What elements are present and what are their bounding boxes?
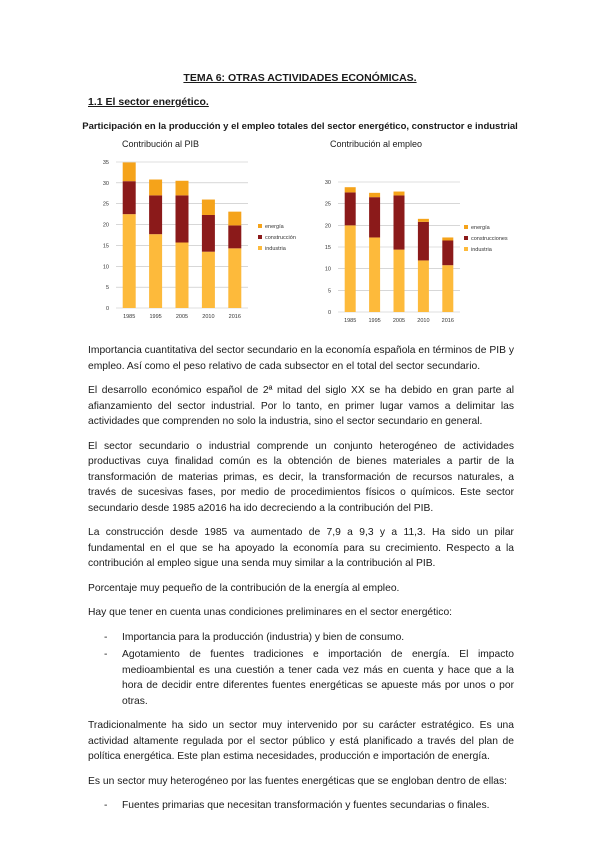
bullet-list [88,630,514,710]
legend-label: industria [265,246,286,252]
y-tick-label: 5 [105,285,109,292]
document-title: TEMA 6: OTRAS ACTIVIDADES ECONÓMICAS. [183,72,417,84]
list-item [88,647,514,709]
chart-contribucion-pib [90,150,305,325]
y-tick-label: 0 [105,306,109,312]
y-tick-label: 5 [327,288,331,295]
legend-swatch [258,246,262,250]
bar-segment-energía [176,181,189,196]
bar-segment-energía [202,200,215,215]
bar-segment-industria [369,237,380,312]
legend-swatch [464,247,468,251]
paragraph: El desarrollo económico español de 2ª mitad del siglo XX se ha debido en gran parte al afianzamiento del sector industrial. Por lo tanto, en primer lugar vamos a delimitar las actividades que comprenden no solo la industria, sino el sector secundario en general. [88,385,514,427]
paragraph: Es un sector muy heterogéneo por las fuentes energéticas que se engloban dentro de ellas: [88,775,508,787]
bar-segment-energía [369,193,380,197]
y-tick-label: 0 [327,310,331,316]
legend-label: energía [471,225,490,231]
body-text [88,343,514,823]
chart-empleo-title: Contribución al empleo [330,139,423,149]
y-tick-label: 10 [102,264,109,271]
section-heading: 1.1 El sector energético. [88,96,209,108]
bar-segment-energía [418,219,429,222]
x-tick-label: 2005 [175,314,189,320]
paragraph: La construcción desde 1985 va aumentado de 7,9 a 9,3 y a 11,3. Ha sido un pilar fundamental en el que se ha apoyado la economía para su crecimiento. Respecto a la contribución al empleo sigue una senda muy similar a la contribución al PIB. [88,527,514,569]
y-tick-label: 15 [102,243,109,250]
legend-swatch [258,235,262,239]
bar-segment-construcción [123,181,136,214]
bar-segment-industria [228,248,241,308]
paragraph: Porcentaje muy pequeño de la contribución de la energía al empleo. [88,582,400,594]
bullet-list [88,798,514,814]
bullet-marker: - [104,800,108,811]
bar-segment-energía [394,192,405,196]
x-tick-label: 2010 [417,318,430,324]
bar-segment-construcciones [345,192,356,225]
legend-label: industria [471,247,492,253]
bar-segment-industria [418,260,429,312]
list-item-text: Importancia para la producción (industria) y bien de consumo. [122,631,405,643]
list-item-text: Fuentes primarias que necesitan transformación y fuentes secundarias o finales. [122,800,490,811]
paragraph: El sector secundario o industrial comprende un conjunto heterogéneo de actividades productivas cuya finalidad común es la obtención de bienes materiales a partir de la transformación de materias primas, es decir, la transformación de recursos naturales, a través de sucesivas fases, por medio de procedimientos físicos o químicos. Este sector secundario desde 1985 a2016 ha ido decreciendo a la contribución del PIB. [88,440,514,514]
bullet-marker: - [104,631,108,643]
bar-segment-energía [123,162,136,181]
x-tick-label: 2016 [441,318,454,324]
x-tick-label: 2016 [228,314,241,320]
bar-segment-construcción [202,215,215,252]
bar-segment-construcción [149,195,162,234]
bar-segment-energía [149,180,162,196]
bar-segment-construcciones [418,222,429,261]
bar-segment-industria [394,250,405,312]
list-item [88,630,514,646]
paragraph: Hay que tener en cuenta unas condiciones preliminares en el sector energético: [88,607,453,618]
x-tick-label: 2005 [392,318,406,324]
chart-contribucion-empleo [312,172,517,330]
bar-segment-construcciones [394,195,405,249]
y-tick-label: 35 [102,160,109,166]
paragraph: Tradicionalmente ha sido un sector muy intervenido por su carácter estratégico. Es una actividad altamente regulada por el sector público y está planificado a través del plan de política energética. Este plan estima necesidades, producción e importación de energía. [88,720,514,762]
bullet-marker: - [104,649,108,660]
chart-pib-title: Contribución al PIB [122,139,200,149]
x-tick-label: 2010 [202,314,215,320]
bar-segment-construcciones [369,197,380,237]
bar-segment-energía [442,237,453,240]
bar-segment-construcción [176,195,189,242]
legend-label: construcción [265,235,296,241]
legend-swatch [464,236,468,240]
legend-swatch [464,225,468,229]
y-tick-label: 10 [324,266,331,273]
bar-segment-industria [176,243,189,308]
y-tick-label: 30 [102,180,109,187]
bar-segment-industria [149,234,162,308]
bar-segment-energía [228,212,241,226]
x-tick-label: 1995 [149,314,162,320]
y-tick-label: 15 [324,245,331,251]
legend-swatch [258,224,262,228]
bar-segment-industria [202,252,215,308]
figure-title: Participación en la producción y el empleo totales del sector energético, constructor e industrial [82,121,518,132]
bar-segment-construcción [228,225,241,248]
bar-segment-energía [345,187,356,192]
bar-segment-industria [123,214,136,308]
bar-segment-industria [442,265,453,312]
y-tick-label: 25 [102,201,109,208]
bar-segment-construcciones [442,241,453,266]
y-tick-label: 20 [102,222,109,229]
legend-label: energía [265,224,284,230]
y-tick-label: 20 [324,223,331,230]
y-tick-label: 30 [324,180,331,186]
x-tick-label: 1985 [123,314,136,320]
x-tick-label: 1995 [368,318,381,324]
y-tick-label: 25 [324,201,331,208]
x-tick-label: 1985 [344,318,357,324]
legend-label: construcciones [471,236,508,242]
list-item [88,798,514,814]
list-item-text: Agotamiento de fuentes tradiciones e importación de energía. El impacto medioambiental es una cuestión a tener cada vez más en cuenta y hace que a la hora de decidir entre diferentes fuentes energéticas se apueste más por unos o por otras. [122,649,514,707]
paragraph: Importancia cuantitativa del sector secundario en la economía española en términos de PIB y empleo. Así como el peso relativo de cada subsector en el total del sector secundario. [88,345,514,372]
bar-segment-industria [345,225,356,312]
